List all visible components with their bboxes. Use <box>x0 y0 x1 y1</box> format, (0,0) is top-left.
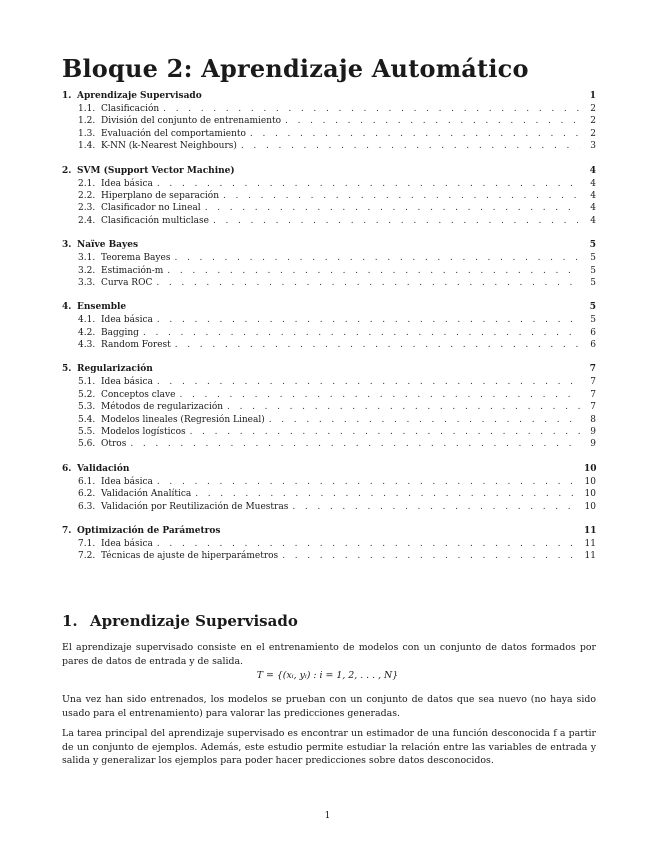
toc-number: 6. <box>62 463 72 474</box>
section-heading <box>62 612 298 630</box>
toc-leader-dots <box>205 202 580 214</box>
toc-page: 2 <box>590 116 596 127</box>
toc-number: 1.4. <box>78 141 96 152</box>
toc-page: 11 <box>584 538 596 549</box>
toc-number: 3.1. <box>78 253 96 264</box>
section-number: 1. <box>62 612 78 630</box>
toc-entry-chapter[interactable] <box>62 239 596 252</box>
toc-number: 4.2. <box>78 327 96 338</box>
toc-title: Estimación-m <box>101 265 164 276</box>
toc-page: 10 <box>584 476 596 487</box>
toc-page: 1 <box>589 91 596 101</box>
toc-page: 2 <box>590 128 596 139</box>
toc-page: 4 <box>589 165 596 176</box>
toc-number: 3.3. <box>78 277 96 288</box>
toc-leader-dots <box>282 550 580 562</box>
toc-entry-subsection[interactable] <box>62 426 596 438</box>
toc-leader-dots <box>157 314 580 326</box>
toc-page: 11 <box>584 551 596 562</box>
toc-page: 5 <box>590 315 596 326</box>
toc-leader-dots <box>195 488 580 500</box>
toc-page: 7 <box>590 402 596 413</box>
toc-number: 1.1. <box>78 104 96 114</box>
toc-number: 6.3. <box>78 501 96 512</box>
toc-title: Clasificación multiclase <box>101 215 209 226</box>
toc-page: 4 <box>590 203 596 214</box>
toc-entry-subsection[interactable] <box>62 476 596 488</box>
toc-title: SVM (Support Vector Machine) <box>77 165 235 176</box>
toc-entry-subsection[interactable] <box>62 128 596 140</box>
toc-number: 2.3. <box>78 203 96 214</box>
toc-entry-subsection[interactable] <box>62 103 596 115</box>
toc-number: 5.6. <box>78 439 96 450</box>
toc-title: Conceptos clave <box>101 389 176 400</box>
toc-number: 7. <box>62 525 72 536</box>
toc-page: 4 <box>590 178 596 189</box>
toc-entry-subsection[interactable] <box>62 438 596 450</box>
toc-section <box>62 90 596 153</box>
toc-entry-subsection[interactable] <box>62 252 596 264</box>
toc-leader-dots <box>241 140 580 152</box>
toc-number: 5.4. <box>78 414 96 425</box>
toc-entry-subsection[interactable] <box>62 414 596 426</box>
toc-leader-dots <box>292 501 580 513</box>
toc-leader-dots <box>157 476 580 488</box>
toc-title: Teorema Bayes <box>101 253 171 264</box>
toc-entry-chapter[interactable] <box>62 301 596 314</box>
toc-title: Validación Analítica <box>101 489 192 500</box>
toc-title: Otros <box>101 439 127 450</box>
toc-entry-subsection[interactable] <box>62 314 596 326</box>
toc-number: 3. <box>62 240 72 251</box>
toc-title: Evaluación del comportamiento <box>101 128 246 139</box>
toc-page: 5 <box>589 240 596 251</box>
toc-page: 6 <box>590 340 596 351</box>
page-number: 1 <box>324 811 331 821</box>
toc-number: 2. <box>62 165 72 176</box>
toc-entry-subsection[interactable] <box>62 265 596 277</box>
toc-title: Curva ROC <box>101 277 153 288</box>
toc-leader-dots <box>163 103 580 115</box>
document-title: Bloque 2: Aprendizaje Automático <box>62 54 529 83</box>
toc-title: Validación <box>77 463 130 474</box>
toc-number: 2.2. <box>78 190 96 201</box>
toc-title: Modelos lineales (Regresión Lineal) <box>101 414 265 425</box>
toc-leader-dots <box>157 538 580 550</box>
toc-title: Idea básica <box>101 315 153 326</box>
toc-title: Idea básica <box>101 538 153 549</box>
toc-section <box>62 463 596 513</box>
toc-leader-dots <box>175 339 580 351</box>
toc-leader-dots <box>167 265 580 277</box>
toc-leader-dots <box>223 190 580 202</box>
toc-section <box>62 239 596 289</box>
toc-number: 1.2. <box>78 116 96 127</box>
toc-entry-subsection[interactable] <box>62 550 596 562</box>
toc-leader-dots <box>179 389 580 401</box>
toc-title: Idea básica <box>101 476 153 487</box>
toc-page: 2 <box>590 104 596 114</box>
toc-page: 10 <box>584 463 597 474</box>
toc-page: 10 <box>584 501 596 512</box>
toc-page: 5 <box>589 302 596 313</box>
toc-number: 5.5. <box>78 427 96 438</box>
toc-page: 7 <box>590 389 596 400</box>
toc-title: Modelos logísticos <box>101 427 186 438</box>
toc-leader-dots <box>250 128 580 140</box>
toc-entry-subsection[interactable] <box>62 389 596 401</box>
toc-entry-subsection[interactable] <box>62 140 596 152</box>
toc-title: Validación por Reutilización de Muestras <box>101 501 289 512</box>
toc-title: Idea básica <box>101 178 153 189</box>
toc-leader-dots <box>156 277 580 289</box>
toc-leader-dots <box>285 115 580 127</box>
toc-title: Clasificador no Lineal <box>101 203 201 214</box>
toc-number: 3.2. <box>78 265 96 276</box>
toc-entry-subsection[interactable] <box>62 202 596 214</box>
training-set-formula: T = {(xᵢ, yᵢ) : i = 1, 2, . . . , N} <box>256 670 399 681</box>
toc-title: Regularización <box>77 364 153 375</box>
toc-entry-chapter[interactable] <box>62 525 596 538</box>
toc-entry-chapter[interactable] <box>62 165 596 178</box>
toc-title: Ensemble <box>77 302 127 313</box>
paragraph-main-task: La tarea principal del aprendizaje supervisado es encontrar un estimador de una función desconocida f a partir de un conjunto de ejemplos. Además, este estudio permite estudiar la relación entre las variables de entrada y salida y generalizar los ejemplos para poder hacer predicciones sobre datos desconocidos. <box>62 728 596 767</box>
paragraph-testing: Una vez han sido entrenados, los modelos se prueban con un conjunto de datos que sea nuevo (no haya sido usado para el entrenamiento) para valorar las predicciones generadas. <box>62 694 596 719</box>
toc-entry-subsection[interactable] <box>62 501 596 513</box>
toc-page: 4 <box>590 215 596 226</box>
toc-entry-subsection[interactable] <box>62 488 596 500</box>
toc-title: División del conjunto de entrenamiento <box>101 116 282 127</box>
table-of-contents <box>62 90 596 575</box>
toc-leader-dots <box>174 252 580 264</box>
toc-leader-dots <box>130 438 580 450</box>
toc-title: Bagging <box>101 327 139 338</box>
toc-leader-dots <box>190 426 580 438</box>
toc-title: Técnicas de ajuste de hiperparámetros <box>101 551 279 562</box>
toc-entry-subsection[interactable] <box>62 215 596 227</box>
toc-number: 7.2. <box>78 551 96 562</box>
toc-leader-dots <box>157 178 580 190</box>
toc-number: 2.4. <box>78 215 96 226</box>
toc-page: 4 <box>590 190 596 201</box>
toc-page: 7 <box>589 364 596 375</box>
toc-page: 11 <box>584 525 597 536</box>
toc-title: Optimización de Parámetros <box>77 525 221 536</box>
toc-section <box>62 301 596 351</box>
toc-title: Aprendizaje Supervisado <box>77 91 202 101</box>
toc-number: 4. <box>62 302 72 313</box>
toc-leader-dots <box>213 215 580 227</box>
toc-number: 6.2. <box>78 489 96 500</box>
toc-number: 1. <box>62 91 72 101</box>
toc-page: 3 <box>590 141 596 152</box>
toc-number: 1.3. <box>78 128 96 139</box>
toc-number: 5.1. <box>78 377 96 388</box>
toc-entry-subsection[interactable] <box>62 178 596 190</box>
toc-page: 9 <box>590 427 596 438</box>
toc-title: Hiperplano de separación <box>101 190 220 201</box>
toc-entry-chapter[interactable] <box>62 463 596 476</box>
toc-leader-dots <box>157 376 580 388</box>
toc-leader-dots <box>227 401 580 413</box>
toc-entry-subsection[interactable] <box>62 115 596 127</box>
toc-page: 6 <box>590 327 596 338</box>
toc-entry-chapter[interactable] <box>62 90 596 103</box>
toc-page: 7 <box>590 377 596 388</box>
toc-title: K-NN (k-Nearest Neighbours) <box>101 141 237 152</box>
toc-title: Métodos de regularización <box>101 402 224 413</box>
toc-number: 7.1. <box>78 538 96 549</box>
toc-number: 5. <box>62 364 72 375</box>
toc-entry-subsection[interactable] <box>62 538 596 550</box>
toc-page: 5 <box>590 265 596 276</box>
toc-section <box>62 165 596 228</box>
toc-number: 6.1. <box>78 476 96 487</box>
toc-title: Clasificación <box>101 104 160 114</box>
toc-entry-subsection[interactable] <box>62 190 596 202</box>
toc-title: Random Forest <box>101 340 171 351</box>
paragraph-intro: El aprendizaje supervisado consiste en el entrenamiento de modelos con un conjunto de datos formados por pares de datos de entrada y de salida. <box>62 642 596 667</box>
toc-entry-subsection[interactable] <box>62 376 596 388</box>
toc-page: 10 <box>584 489 596 500</box>
toc-entry-subsection[interactable] <box>62 339 596 351</box>
toc-number: 5.2. <box>78 389 96 400</box>
section-title: Aprendizaje Supervisado <box>90 612 298 630</box>
toc-entry-chapter[interactable] <box>62 363 596 376</box>
toc-number: 5.3. <box>78 402 96 413</box>
toc-number: 2.1. <box>78 178 96 189</box>
toc-page: 5 <box>590 277 596 288</box>
toc-entry-subsection[interactable] <box>62 327 596 339</box>
toc-number: 4.1. <box>78 315 96 326</box>
toc-leader-dots <box>143 327 580 339</box>
toc-page: 5 <box>590 253 596 264</box>
toc-number: 4.3. <box>78 340 96 351</box>
toc-section <box>62 363 596 450</box>
toc-entry-subsection[interactable] <box>62 401 596 413</box>
toc-page: 9 <box>590 439 596 450</box>
toc-leader-dots <box>269 414 580 426</box>
toc-page: 8 <box>590 414 596 425</box>
toc-title: Idea básica <box>101 377 153 388</box>
toc-section <box>62 525 596 563</box>
toc-entry-subsection[interactable] <box>62 277 596 289</box>
toc-title: Naïve Bayes <box>77 240 139 251</box>
